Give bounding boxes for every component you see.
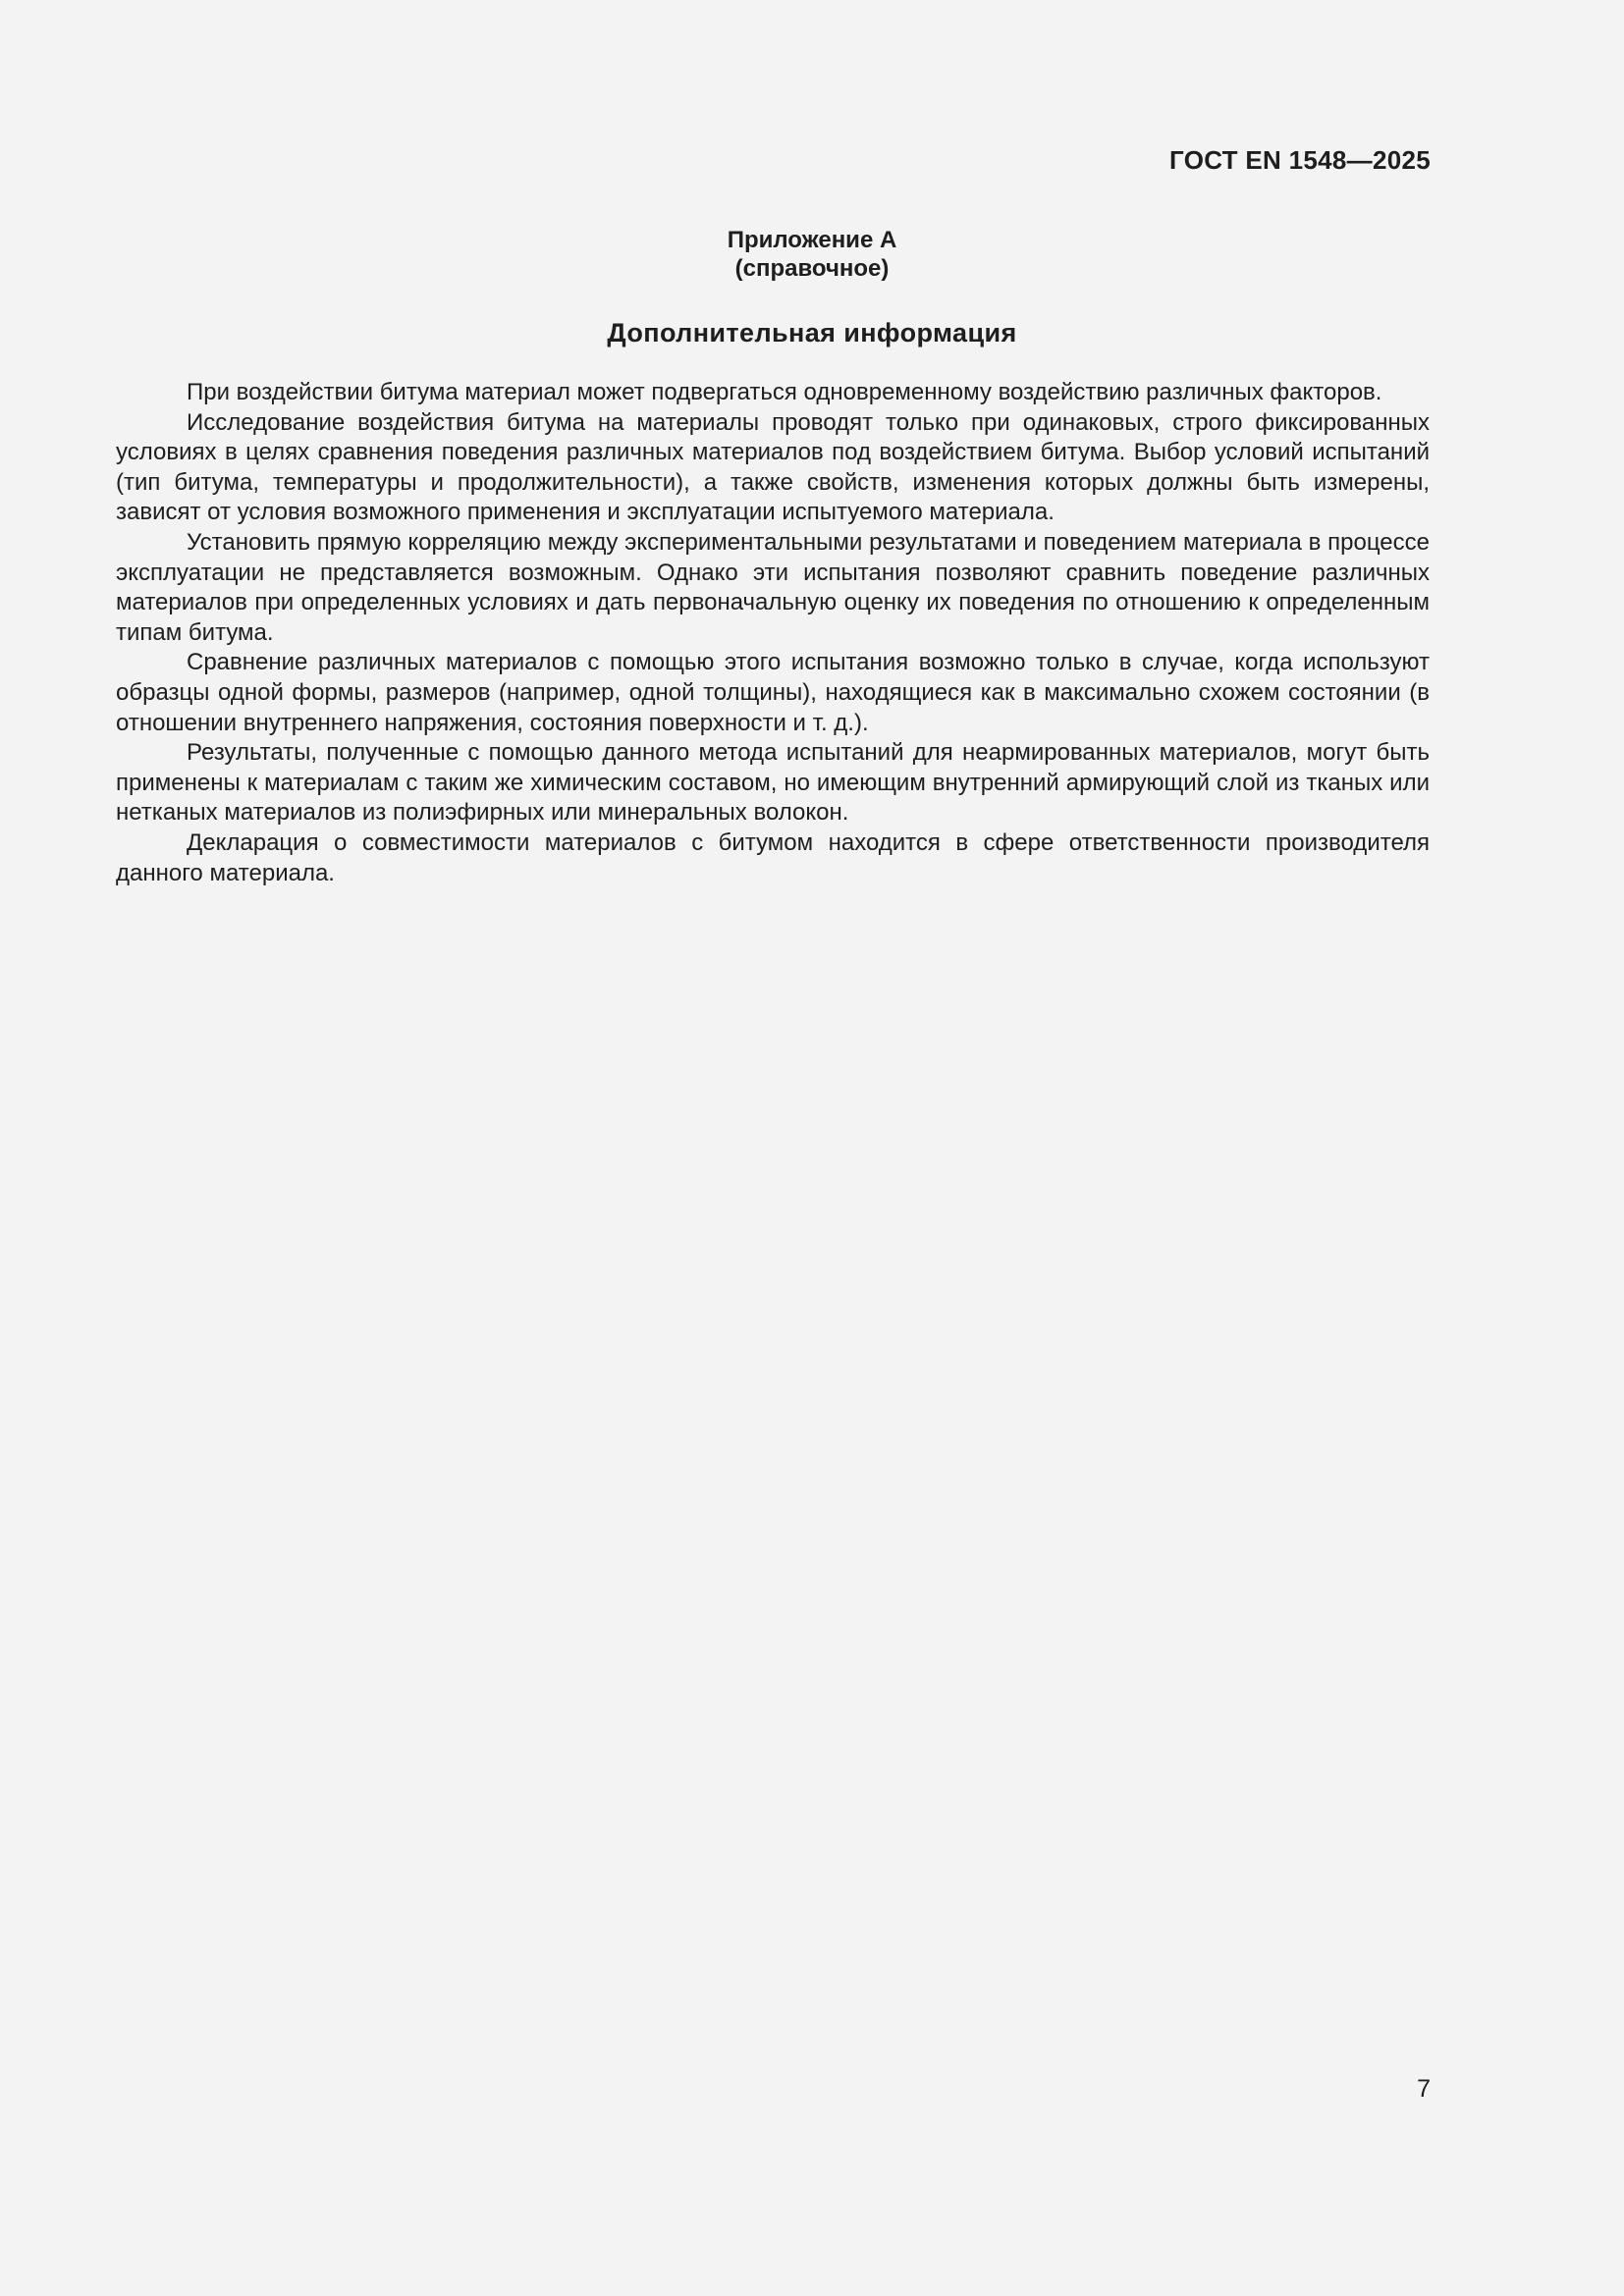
paragraph: Сравнение различных материалов с помощью этого испытания возможно только в случае, когда используют образцы одной формы, размеров (например, одной толщины), находящиеся как в максимально схожем состоянии (в отношении внутреннего напряжения, состояния поверхности и т. д.). <box>116 649 1430 736</box>
paragraph: При воздействии битума материал может подвергаться одновременному воздействию различных факторов. <box>187 379 1382 405</box>
document-code: ГОСТ EN 1548—2025 <box>1169 145 1431 175</box>
annex-heading <box>0 226 1624 283</box>
paragraph: Декларация о совместимости материалов с битумом находится в сфере ответственности производителя данного материала. <box>116 828 1430 886</box>
paragraph: Установить прямую корреляцию между экспериментальными результатами и поведением материала в процессе эксплуатации не представляется возможным. Однако эти испытания позволяют сравнить поведение различных материалов при определенных условиях и дать первоначальную оценку их поведения по отношению к определенным типам битума. <box>116 528 1430 646</box>
annex-title: Дополнительная информация <box>607 318 1017 347</box>
paragraph: Результаты, полученные с помощью данного метода испытаний для неармированных материалов, могут быть применены к материалам с таким же химическим составом, но имеющим внутренний армирующий слой из тканых или нетканых материалов из полиэфирных или минеральных волокон. <box>116 739 1430 827</box>
annex-label: Приложение А <box>727 227 897 253</box>
annex-body <box>116 378 1430 888</box>
page-number: 7 <box>1417 2075 1431 2103</box>
paragraph: Исследование воздействия битума на материалы проводят только при одинаковых, строго фиксированных условиях в целях сравнения поведения различных материалов под воздействием битума. Выбор условий испытаний (тип битума, температуры и продолжительности), а также свойств, изменения которых должны быть измерены, зависят от условия возможного применения и эксплуатации испытуемого материала. <box>116 408 1430 526</box>
annex-status: (справочное) <box>734 255 890 282</box>
